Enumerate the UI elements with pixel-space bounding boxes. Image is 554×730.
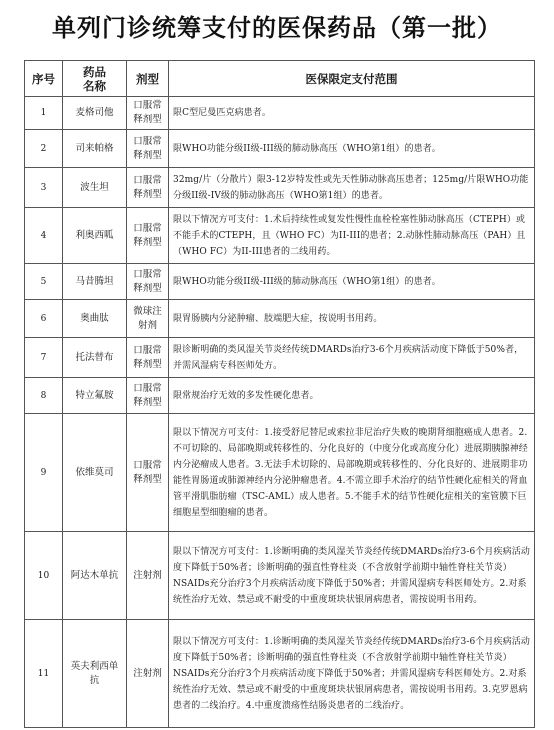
table-row bbox=[25, 168, 535, 208]
drug-table bbox=[24, 60, 535, 728]
row-no: 9 bbox=[25, 414, 63, 532]
row-payment-scope: 限以下情况方可支付：1.诊断明确的类风湿关节炎经传统DMARDs治疗3-6个月疾病活动度下降低于50%者；诊断明确的强直性脊柱炎（不含放射学前期中轴性脊柱关节炎）NSAIDs充分治疗3个月疾病活动度下降低于50%者；并需风湿病专科医师处方。2.对系统性治疗无效、禁忌或不耐受的中重度斑块状银屑病患者，需按说明书用药。 bbox=[169, 532, 535, 620]
row-dosage-form: 口服常释剂型 bbox=[127, 130, 169, 168]
row-payment-scope: 限C型尼曼匹克病患者。 bbox=[169, 97, 535, 130]
row-payment-scope: 限以下情况方可支付：1.诊断明确的类风湿关节炎经传统DMARDs治疗3-6个月疾病活动度下降低于50%者；诊断明确的强直性脊柱炎（不含放射学前期中轴性脊柱关节炎）NSAIDs充分治疗3个月疾病活动度下降低于50%者；并需风湿病专科医师处方。2.对系统性治疗无效、禁忌或不耐受的中重度斑块状银屑病患者，需按说明书用药。3.克罗恩病患者的二线治疗。4.中重度溃疡性结肠炎患者的二线治疗。 bbox=[169, 620, 535, 728]
row-drug-name: 麦格司他 bbox=[63, 97, 127, 130]
row-payment-scope: 限诊断明确的类风湿关节炎经传统DMARDs治疗3-6个月疾病活动度下降低于50%者，并需风湿病专科医师处方。 bbox=[169, 338, 535, 378]
row-no: 10 bbox=[25, 532, 63, 620]
document-title: 单列门诊统筹支付的医保药品（第一批） bbox=[52, 14, 502, 42]
table-row bbox=[25, 97, 535, 130]
header-form: 剂型 bbox=[127, 61, 169, 97]
row-dosage-form: 口服常释剂型 bbox=[127, 264, 169, 300]
row-no: 8 bbox=[25, 378, 63, 414]
row-drug-name: 司来帕格 bbox=[63, 130, 127, 168]
table-row bbox=[25, 378, 535, 414]
table-row bbox=[25, 208, 535, 264]
row-drug-name: 英夫利西单抗 bbox=[63, 620, 127, 728]
row-drug-name: 依维莫司 bbox=[63, 414, 127, 532]
row-dosage-form: 口服常释剂型 bbox=[127, 97, 169, 130]
table-row bbox=[25, 264, 535, 300]
row-payment-scope: 限胃肠胰内分泌肿瘤、肢端肥大症，按说明书用药。 bbox=[169, 300, 535, 338]
row-no: 1 bbox=[25, 97, 63, 130]
row-dosage-form: 口服常释剂型 bbox=[127, 338, 169, 378]
row-payment-scope: 限常规治疗无效的多发性硬化患者。 bbox=[169, 378, 535, 414]
row-payment-scope: 限WHO功能分级II级-III级的肺动脉高压（WHO第1组）的患者。 bbox=[169, 264, 535, 300]
table-header-row bbox=[25, 61, 535, 97]
row-payment-scope: 限以下情况方可支付：1.术后持续性或复发性慢性血栓栓塞性肺动脉高压（CTEPH）或不能手术的CTEPH，且（WHO FC）为II-III的患者；2.动脉性肺动脉高压（PAH）且（WHO FC）为II-III患者的二线用药。 bbox=[169, 208, 535, 264]
row-drug-name: 奥曲肽 bbox=[63, 300, 127, 338]
row-no: 6 bbox=[25, 300, 63, 338]
header-name-line2: 名称 bbox=[83, 78, 106, 93]
row-dosage-form: 注射剂 bbox=[127, 532, 169, 620]
row-dosage-form: 注射剂 bbox=[127, 620, 169, 728]
row-drug-name: 托法替布 bbox=[63, 338, 127, 378]
row-no: 3 bbox=[25, 168, 63, 208]
header-name bbox=[63, 61, 127, 97]
row-no: 5 bbox=[25, 264, 63, 300]
row-drug-name: 特立氟胺 bbox=[63, 378, 127, 414]
header-no: 序号 bbox=[25, 61, 63, 97]
table-row bbox=[25, 338, 535, 378]
row-dosage-form: 口服常释剂型 bbox=[127, 414, 169, 532]
row-drug-name: 利奥西呱 bbox=[63, 208, 127, 264]
row-payment-scope: 限以下情况方可支付：1.接受舒尼替尼或索拉非尼治疗失败的晚期肾细胞癌成人患者。2.不可切除的、局部晚期或转移性的、分化良好的（中度分化或高度分化）进展期胰腺神经内分泌瘤成人患者。3.无法手术切除的、局部晚期或转移性的、分化良好的、进展期非功能性胃肠道或肺源神经内分泌肿瘤患者。4.不需立即手术治疗的结节性硬化症相关的肾血管平滑肌脂肪瘤（TSC-AML）成人患者。5.不能手术的结节性硬化症相关的室管膜下巨细胞星型细胞瘤的患者。 bbox=[169, 414, 535, 532]
row-no: 2 bbox=[25, 130, 63, 168]
table-row bbox=[25, 414, 535, 532]
row-drug-name: 阿达木单抗 bbox=[63, 532, 127, 620]
row-payment-scope: 限WHO功能分级II级-III级的肺动脉高压（WHO第1组）的患者。 bbox=[169, 130, 535, 168]
row-dosage-form: 口服常释剂型 bbox=[127, 168, 169, 208]
header-name-line1: 药品 bbox=[83, 64, 106, 79]
row-no: 7 bbox=[25, 338, 63, 378]
table-row bbox=[25, 300, 535, 338]
row-drug-name: 马昔腾坦 bbox=[63, 264, 127, 300]
table-row bbox=[25, 620, 535, 728]
table-row bbox=[25, 532, 535, 620]
row-dosage-form: 微球注射剂 bbox=[127, 300, 169, 338]
row-payment-scope: 32mg/片（分散片）限3-12岁特发性或先天性肺动脉高压患者；125mg/片限WHO功能分级II级-IV级的肺动脉高压（WHO第1组）的患者。 bbox=[169, 168, 535, 208]
table-row bbox=[25, 130, 535, 168]
row-dosage-form: 口服常释剂型 bbox=[127, 378, 169, 414]
row-dosage-form: 口服常释剂型 bbox=[127, 208, 169, 264]
header-scope: 医保限定支付范围 bbox=[169, 61, 535, 97]
row-no: 11 bbox=[25, 620, 63, 728]
row-no: 4 bbox=[25, 208, 63, 264]
row-drug-name: 波生坦 bbox=[63, 168, 127, 208]
